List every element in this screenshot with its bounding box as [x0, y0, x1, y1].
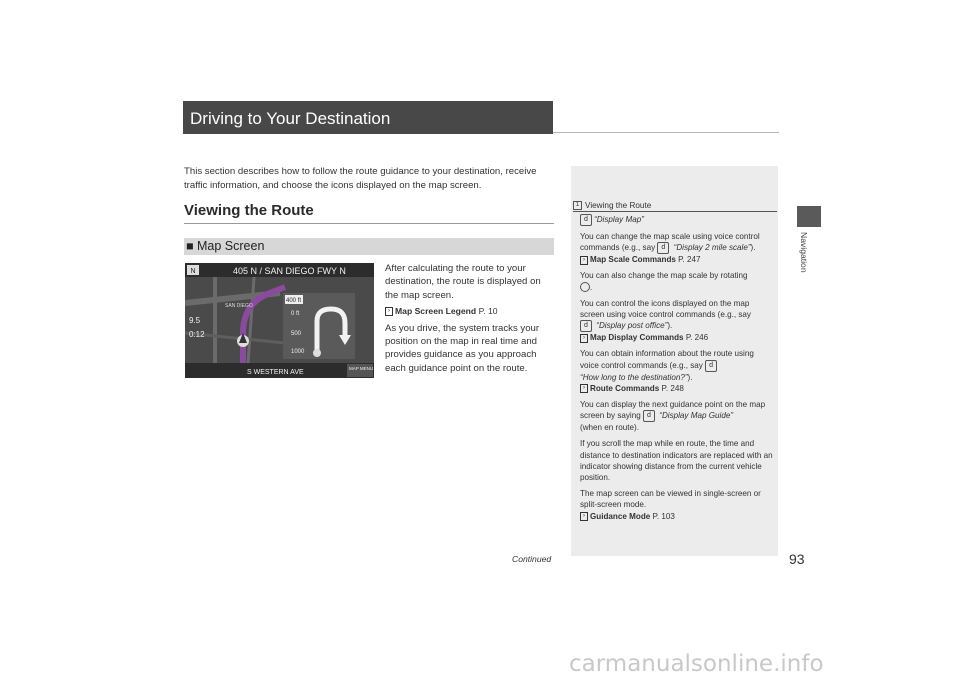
sidebar-paragraph-4: You can obtain information about the route using voice control commands (e.g., say d “How long to the destination?”). › Route Commands P. 248 — [580, 349, 754, 393]
sidebar-paragraph-6: If you scroll the map while en route, the time and distance to destination indicators are replaced with an indicator showing distance from the current vehicle position. — [580, 439, 773, 483]
map-menu-label: MAP MENU — [349, 366, 374, 371]
topic-heading-rule — [184, 223, 554, 224]
map-illustration — [185, 263, 374, 378]
body-paragraph-2: As you drive, the system tracks your position on the map in real time and provides guidance as you approach each guidance point on the route. — [385, 322, 540, 374]
cross-reference-icon: › — [385, 307, 393, 316]
sidebar-paragraph-3: You can control the icons displayed on the map screen using voice control commands (e.g., say d “Display post office”). › Map Display Commands P. 246 — [580, 298, 751, 343]
map-distance-value: 9.5 — [189, 316, 201, 325]
intro-text: This section describes how to follow the route guidance to your destination, receive traffic information, and choose the icons displayed on the map screen. — [184, 166, 537, 191]
interface-dial-icon — [580, 282, 590, 292]
voice-command-icon: d — [657, 242, 669, 254]
sidebar-paragraph-1: You can change the map scale using voice control commands (e.g., say d “Display 2 mile scale”). › Map Scale Commands P. 247 — [580, 232, 760, 265]
topic-heading: Viewing the Route — [184, 202, 314, 219]
map-scale-1000: 1000 — [291, 349, 305, 355]
sidebar-cmd-display-map: d “Display Map” — [580, 214, 773, 226]
voice-command-icon: d — [580, 214, 592, 226]
sidebar-note-title: 1 Viewing the Route — [573, 201, 777, 210]
watermark: carmanualsonline.info — [569, 651, 824, 677]
sidebar-paragraph-5: You can display the next guidance point on the map screen by saying d “Display Map Guide” (when en route). — [580, 400, 766, 433]
cross-reference-icon: › — [580, 384, 588, 393]
chapter-tab-marker — [797, 206, 821, 227]
map-scale-500: 500 — [291, 331, 302, 337]
sidebar-paragraph-2: You can also change the map scale by rotating . — [580, 271, 748, 292]
map-road-banner: 405 N / SAN DIEGO FWY N — [233, 266, 346, 276]
xref-map-scale-commands[interactable]: Map Scale Commands — [590, 255, 676, 265]
cross-reference-icon: › — [580, 512, 588, 521]
note-number-icon: 1 — [573, 201, 582, 210]
cross-reference-icon: › — [580, 256, 588, 265]
sidebar-note-body — [580, 214, 773, 527]
svg-text:N: N — [190, 268, 196, 275]
map-screen-body — [385, 262, 555, 378]
map-time-value: 0:12 — [189, 330, 205, 339]
map-scale-zero: 0 ft — [291, 311, 300, 317]
navigation-map-screenshot — [185, 263, 374, 378]
map-scale-top: 400 ft — [286, 298, 302, 304]
chapter-tab-label: Navigation — [799, 232, 809, 273]
xref-guidance-mode[interactable]: Guidance Mode — [590, 511, 651, 521]
voice-command-icon: d — [643, 410, 655, 422]
xref-map-screen-legend[interactable]: › Map Screen Legend P. 10 — [385, 305, 555, 318]
voice-command-icon: d — [580, 320, 592, 332]
xref-route-commands[interactable]: Route Commands — [590, 383, 660, 393]
section-title: Driving to Your Destination — [183, 101, 553, 134]
sidebar-title-rule — [573, 211, 777, 212]
section-title-rule — [553, 132, 779, 133]
map-screen-subheading: ■ Map Screen — [184, 238, 554, 255]
sidebar-paragraph-7: The map screen can be viewed in single-screen or split-screen mode. › Guidance Mode P. 103 — [580, 489, 761, 521]
body-paragraph-1: After calculating the route to your destination, the route is displayed on the map screen. — [385, 263, 541, 301]
map-street-label: S WESTERN AVE — [247, 369, 304, 376]
cross-reference-icon: › — [580, 334, 588, 343]
page-number: 93 — [789, 551, 805, 567]
xref-map-display-commands[interactable]: Map Display Commands — [590, 333, 684, 343]
continued-label: Continued — [512, 554, 552, 564]
map-city-label: SAN DIEGO — [225, 303, 253, 309]
voice-command-icon: d — [705, 360, 717, 372]
